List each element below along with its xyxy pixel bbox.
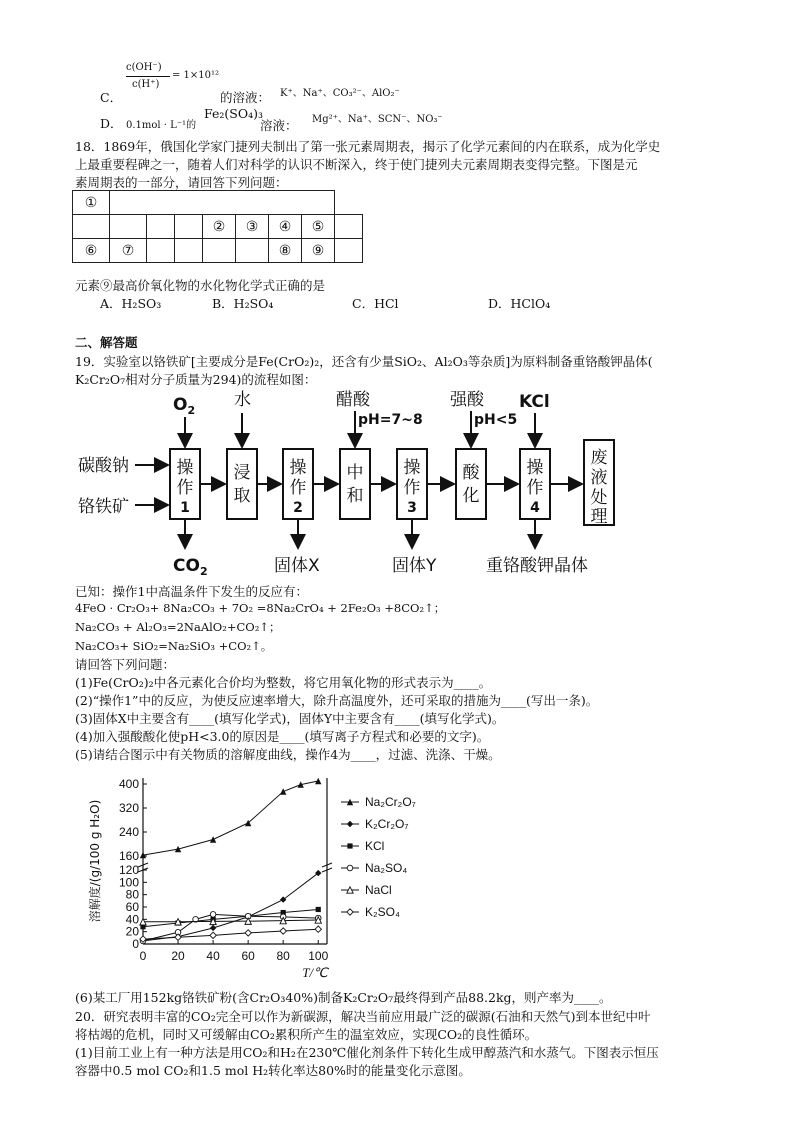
box-label: 作: [526, 478, 544, 498]
legend-label: K₂Cr₂O₇: [365, 817, 409, 831]
series-line: [143, 920, 318, 922]
data-point: [315, 926, 321, 932]
y-axis-label: 溶解度/(g/100 g H₂O): [88, 799, 102, 923]
option-d-label: D．: [100, 116, 123, 131]
q19-line-2: K₂Cr₂O₇相对分子质量为294)的流程如图：: [75, 372, 317, 387]
box-label: 和: [346, 486, 364, 506]
pt-cell: ④: [269, 215, 302, 239]
q20-line-3: (1)目前工业上有一种方法是用CO₂和H₂在230℃催化剂条件下转化生成甲醇蒸汽和水蒸气。下图表示恒压: [75, 1045, 659, 1060]
pt-cell: ⑤: [302, 215, 335, 239]
section-heading: 二、解答题: [75, 335, 138, 350]
option-c-ions: K⁺、Na⁺、CO₃²⁻、AlO₂⁻: [280, 88, 400, 99]
series-line: [143, 914, 318, 941]
option-d-concentration: 0.1mol · L⁻¹的: [126, 120, 197, 131]
y-tick-label: 80: [125, 887, 139, 902]
legend-label: K₂SO₄: [365, 905, 400, 919]
box-label: 化: [462, 486, 480, 506]
box-label: 液: [590, 468, 608, 488]
box-label: 浸: [233, 463, 251, 483]
input-sodium-carbonate: 碳酸钠: [78, 456, 129, 476]
box-neutralize: [340, 449, 370, 519]
option-d-ions: Mg²⁺、Na⁺、SCN⁻、NO₃⁻: [312, 114, 443, 125]
q19-part-2: (2)“操作1”中的反应，为使反应速率增大，除升高温度外，还可采取的措施为____(写出一条)。: [75, 693, 599, 708]
input-strong-acid: 强酸: [450, 390, 484, 410]
q18-question: 元素⑨最高价氧化物的水化物化学式正确的是: [75, 278, 326, 293]
q20-line-1: 20．研究表明丰富的CO₂完全可以作为新碳源，解决当前应用最广泛的碳源(石油和天然气)到本世纪中叶: [75, 1009, 651, 1024]
output-co2: $CO_2$: [173, 556, 208, 578]
data-point: [280, 788, 286, 794]
legend-marker: [347, 865, 353, 871]
input-oxygen: $O_2$: [173, 395, 196, 417]
box-label: 操: [403, 458, 421, 478]
box-label: 操: [289, 458, 307, 478]
x-tick-label: 100: [308, 949, 329, 963]
box-label: 处: [590, 488, 608, 508]
legend-label: Na₂Cr₂O₇: [365, 795, 416, 809]
q18-line-1: 18．1869年，俄国化学家门捷列夫制出了第一张元素周期表，揭示了化学元素间的内在联系，成为化学史: [75, 139, 661, 154]
q18-line-3: 素周期表的一部分，请回答下列问题：: [75, 175, 288, 190]
pt-cell: ⑧: [269, 239, 302, 263]
output-product: 重铬酸钾晶体: [486, 556, 588, 576]
option-d: [100, 106, 480, 132]
option-c-fraction-denominator: c(H⁺): [132, 79, 160, 90]
q19-part-5: (5)请结合图示中有关物质的溶解度曲线，操作4为____，过滤、洗涤、干燥。: [75, 747, 501, 762]
q18-option-d: D．HClO₄: [488, 296, 551, 311]
box-label: 作: [289, 478, 307, 498]
output-solid-x: 固体X: [274, 556, 320, 576]
option-d-salt: Fe₂(SO₄)₃: [204, 106, 263, 121]
data-point: [210, 836, 216, 842]
legend-marker: [347, 821, 353, 827]
x-tick-label: 20: [171, 949, 185, 963]
legend-label: Na₂SO₄: [365, 861, 408, 875]
data-point: [280, 928, 286, 934]
y-tick-label: 160: [118, 849, 139, 863]
x-tick-label: 0: [139, 949, 147, 963]
box-label: 作: [403, 478, 421, 498]
box-label: 操: [526, 458, 544, 478]
box-label: 3: [407, 500, 417, 516]
input-acetic-acid: 醋酸: [336, 390, 370, 410]
option-c-label: C．: [100, 90, 123, 105]
box-label: 废: [590, 448, 608, 468]
x-tick-label: 40: [206, 949, 220, 963]
box-label: 2: [293, 500, 303, 516]
pt-cell: ③: [236, 215, 269, 239]
x-tick-label: 60: [241, 949, 255, 963]
box-label: 理: [590, 507, 608, 527]
data-point: [210, 932, 216, 938]
input-kcl: KCl: [519, 392, 550, 412]
q18-option-b: B．H₂SO₄: [212, 296, 274, 311]
solubility-chart: [75, 770, 455, 985]
series-line: [143, 781, 318, 855]
y-tick-label: 0: [132, 937, 139, 951]
x-axis-label: T/℃: [302, 965, 328, 980]
data-point: [175, 934, 181, 940]
pt-cell: ②: [203, 215, 236, 239]
data-point: [210, 925, 216, 931]
box-label: 中: [346, 463, 364, 483]
q19-part-4: (4)加入强酸酸化使pH<3.0的原因是____(填写离子方程式和必要的文字)。: [75, 729, 490, 744]
q19-known: 已知：操作1中高温条件下发生的反应有：: [75, 584, 308, 599]
input-water: 水: [234, 390, 251, 410]
box-label: 1: [180, 500, 190, 516]
q19-line-1: 19．实验室以铬铁矿[主要成分是Fe(CrO₂)₂，还含有少量SiO₂、Al₂O₃等杂质]为原料制备重铬酸钾晶体(: [75, 354, 653, 369]
pt-cell: ⑥: [73, 239, 110, 263]
y-tick-label: 20: [125, 924, 139, 939]
q19-part-6: (6)某工厂用152kg铬铁矿粉(含Cr₂O₃40%)制备K₂Cr₂O₇最终得到产品88.2kg，则产率为____。: [75, 990, 612, 1005]
periodic-table-fragment: [72, 190, 363, 263]
pt-cell: ①: [73, 191, 110, 215]
legend-label: NaCl: [365, 883, 392, 897]
q18-option-a: A．H₂SO₃: [100, 296, 162, 311]
pt-cell: ⑦: [110, 239, 147, 263]
q18-line-2: 上最重要程碑之一，随着人们对科学的认识不断深入，终于使门捷列夫元素周期表变得完整。下图是元: [75, 157, 638, 172]
legend-label: KCl: [365, 839, 385, 853]
box-acidify: [456, 449, 486, 519]
option-c-equals: = 1×10¹²: [172, 70, 220, 81]
option-c-description: 的溶液：: [220, 90, 271, 105]
y-tick-label: 60: [125, 900, 139, 914]
q19-reaction-1: 4FeO · Cr₂O₃+ 8Na₂CO₃ + 7O₂ =8Na₂CrO₄ + 2Fe₂O₃ +8CO₂↑；: [75, 601, 446, 615]
data-point: [245, 930, 251, 936]
box-leach: [227, 449, 257, 519]
q20-line-4: 容器中0.5 mol CO₂和1.5 mol H₂转化率达80%时的能量变化示意图。: [75, 1063, 471, 1078]
y-tick-label: 400: [118, 777, 139, 791]
y-tick-label: 240: [118, 825, 139, 839]
option-c: [100, 62, 430, 112]
y-tick-label: 320: [118, 801, 139, 815]
q19-ask: 请回答下列问题：: [75, 657, 176, 672]
option-d-description: 溶液：: [260, 118, 298, 133]
series-line: [143, 909, 318, 926]
option-c-fraction-bar: [126, 76, 170, 77]
q19-reaction-3: Na₂CO₃+ SiO₂=Na₂SiO₃ +CO₂↑。: [75, 639, 273, 653]
input-ph-neutral: pH=7~8: [358, 412, 423, 428]
input-chromite: 铬铁矿: [78, 497, 129, 517]
box-label: 酸: [462, 463, 480, 483]
box-label: 取: [233, 486, 251, 506]
box-label: 4: [530, 500, 540, 516]
data-point: [210, 912, 216, 918]
box-label: 操: [176, 458, 194, 478]
output-solid-y: 固体Y: [392, 556, 437, 576]
q19-part-1: (1)Fe(CrO₂)₂中各元素化合价均为整数，将它用氧化物的形式表示为____。: [75, 675, 492, 690]
process-flow-diagram: [70, 385, 640, 585]
input-ph-acidic: pH<5: [474, 412, 518, 428]
x-tick-label: 80: [276, 949, 290, 963]
y-tick-label: 40: [125, 912, 139, 927]
legend-marker: [347, 909, 353, 915]
y-tick-label: 100: [118, 875, 139, 890]
pt-cell: ⑨: [302, 239, 335, 263]
option-c-fraction-numerator: c(OH⁻): [126, 62, 162, 73]
q18-option-c: C．HCl: [352, 296, 399, 311]
legend-marker: [347, 843, 352, 848]
q19-part-3: (3)固体X中主要含有____(填写化学式)，固体Y中主要含有____(填写化学式)。: [75, 711, 505, 726]
data-point: [316, 907, 321, 912]
q19-reaction-2: Na₂CO₃ + Al₂O₃=2NaAlO₂+CO₂↑；: [75, 620, 281, 634]
y-tick-label: 120: [118, 863, 139, 877]
box-label: 作: [176, 478, 194, 498]
q20-line-2: 将枯竭的危机，同时又可缓解由CO₂累积所产生的温室效应，实现CO₂的良性循环。: [75, 1027, 538, 1042]
